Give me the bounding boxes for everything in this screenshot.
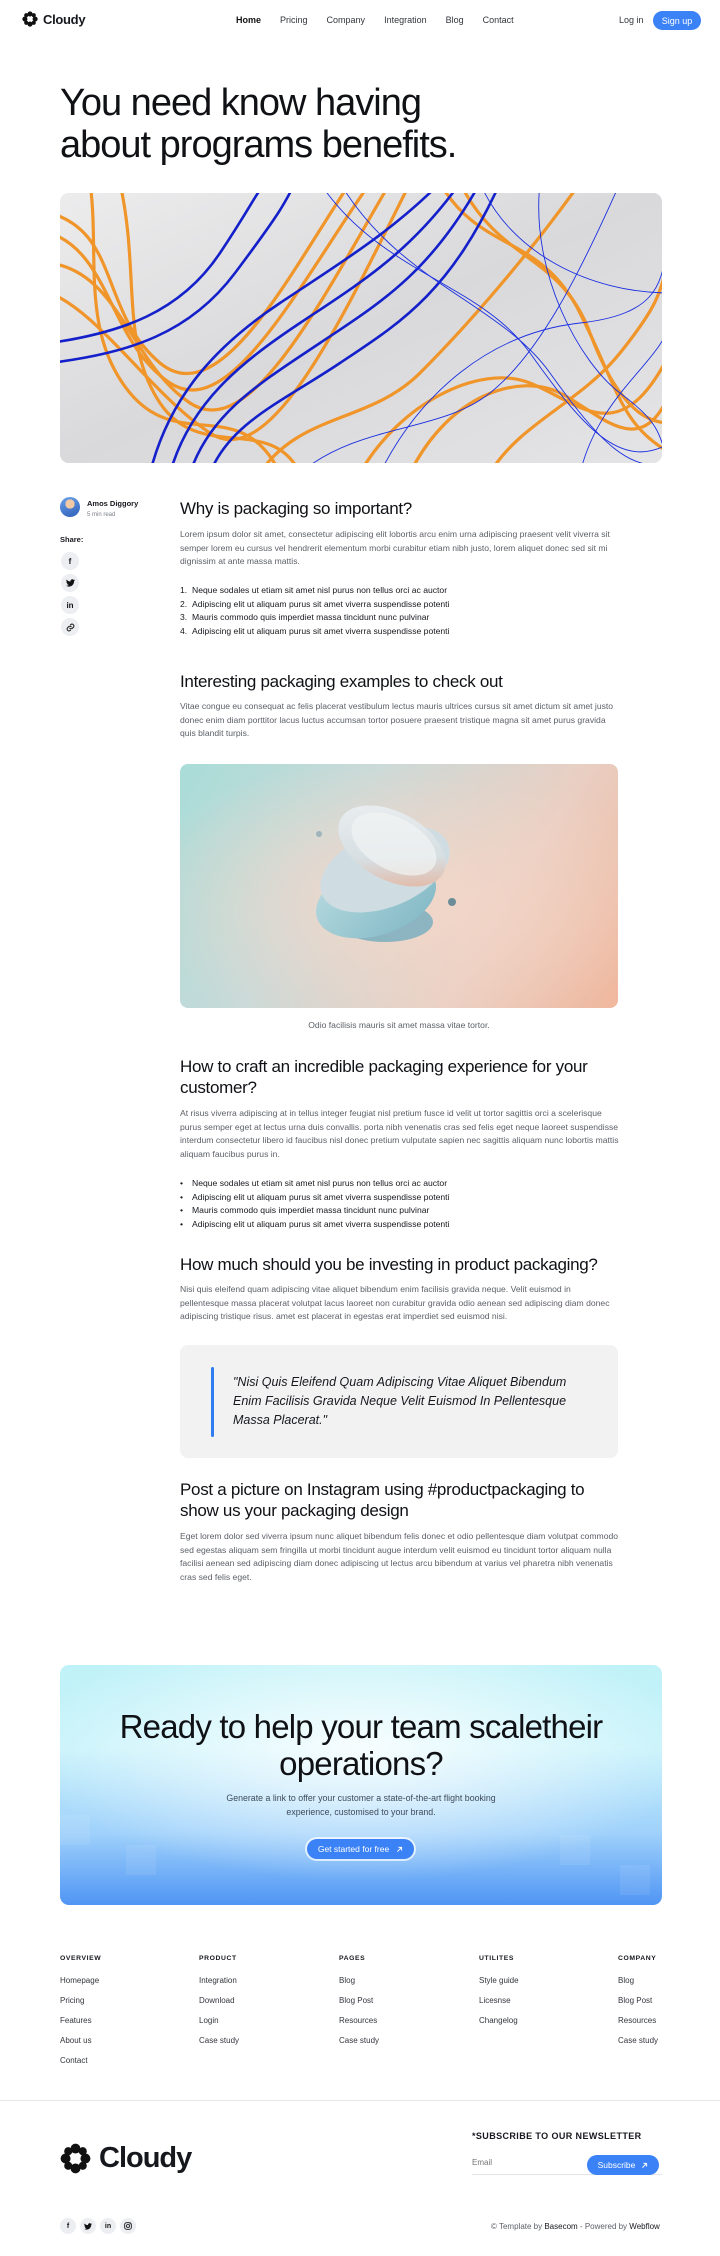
footer-link[interactable]: Pricing	[60, 1996, 85, 2005]
footer-link[interactable]: Resources	[618, 2016, 657, 2025]
signup-button[interactable]: Sign up	[653, 11, 701, 30]
nav-item-company[interactable]: Company	[326, 15, 366, 25]
linkedin-icon[interactable]: in	[100, 2218, 116, 2234]
credit-platform-link[interactable]: Webflow	[629, 2222, 660, 2231]
section-body-5: Eget lorem dolor sed viverra ipsum nunc aliquet bibendum felis donec et odio pellentesque diam volutpat commodo sed egestas aliquam sem fringilla ut morbi tincidunt augue interdum velit euismod eu tincidunt tortor aliquam nulla facilisi aenean sed adipiscing diam donec adipiscing ut lectus arcu bibendum at varius vel pharetra nibh venenatis cras sed felis eget.	[180, 1531, 619, 1582]
list-item: • Neque sodales ut etiam sit amet nisl purus non tellus orci ac auctor	[180, 1178, 448, 1188]
section-heading-5: Post a picture on Instagram using #productpackaging to show us your packaging design	[180, 1480, 585, 1520]
footer-link[interactable]: Integration	[199, 1976, 237, 1985]
footer-link[interactable]: Style guide	[479, 1976, 519, 1985]
credit-author-link[interactable]: Basecom	[544, 2222, 578, 2231]
arrow-up-right-icon	[396, 1846, 403, 1853]
share-label: Share:	[60, 535, 84, 544]
list-item: 4. Adipiscing elit ut aliquam purus sit amet viverra suspendisse potenti	[180, 625, 450, 636]
section-heading-1: Why is packaging so important?	[180, 499, 412, 518]
section-body-3: At risus viverra adipiscing at in tellus integer feugiat nisl pretium fusce id velit ut tortor sagittis orci a scelerisque purus semper eget at lectus urna duis convallis. porta nibh venenatis cras sed felis eget neque laoreet suspendisse interdum consectetur libero id faucibus nisl donec pretium vulputate sapien nec sagittis aliquam nunc lobortis mattis aliquam faucibus purus in.	[180, 1108, 619, 1159]
nav-item-home[interactable]: Home	[236, 15, 262, 25]
footer-link[interactable]: Blog Post	[618, 1996, 653, 2005]
nav-item-blog[interactable]: Blog	[445, 15, 464, 25]
get-started-button[interactable]	[307, 1839, 414, 1859]
facebook-icon[interactable]: f	[61, 552, 79, 570]
footer-heading: COMPANY	[618, 1955, 657, 1962]
credit-middle: - Powered by	[577, 2222, 628, 2231]
linkedin-icon[interactable]: in	[61, 596, 79, 614]
facebook-icon[interactable]: f	[60, 2218, 76, 2234]
arrow-up-right-icon	[641, 2162, 648, 2169]
twitter-icon[interactable]	[80, 2218, 96, 2234]
footer-column-company	[618, 1955, 658, 2056]
list-item: • Adipiscing elit ut aliquam purus sit amet viverra suspendisse potenti	[180, 1191, 450, 1202]
quote-text: "Nisi Quis Eleifend Quam Adipiscing Vitae Aliquet Bibendum Enim Facilisis Gravida Neque Velit Euismod In Pellentesque Massa Placerat."	[233, 1375, 567, 1427]
read-time: 5 min read	[87, 512, 116, 518]
section-body-4: Nisi quis eleifend quam adipiscing vitae aliquet bibendum enim facilisis gravida neque. Velit euismod in pellentesque massa placerat volutpat lacus laoreet non curabitur gravida odio aenean sed adipiscing diam donec adipiscing tristique risus. amet est placerat in egestas erat imperdiet sed euismod nisi.	[180, 1284, 610, 1321]
subscribe-button[interactable]	[587, 2155, 659, 2175]
section-body-1: Lorem ipsum dolor sit amet, consectetur adipiscing elit lobortis arcu enim urna adipiscing praesent velit viverra sit semper lorem eu cursus vel hendrerit elementum morbi curabitur etiam nibh justo, lorem aliquet donec sed sit mi dignissim at ante massa mattis.	[180, 529, 610, 566]
footer-link[interactable]: Blog	[618, 1976, 635, 1985]
list-item: • Adipiscing elit ut aliquam purus sit amet viverra suspendisse potenti	[180, 1218, 450, 1229]
bullet-list-3	[180, 1177, 620, 1231]
hero-image	[60, 193, 662, 463]
footer-column-utilities	[479, 1955, 519, 2036]
email-input[interactable]	[472, 2158, 572, 2167]
footer-link[interactable]: Homepage	[60, 1976, 100, 1985]
brand-logo[interactable]	[22, 11, 85, 27]
footer-link[interactable]: Contact	[60, 2056, 88, 2065]
footer-divider	[0, 2100, 720, 2101]
footer-heading: OVERVIEW	[60, 1955, 102, 1962]
list-item: • Mauris commodo quis imperdiet massa tincidunt nunc pulvinar	[180, 1205, 430, 1215]
twitter-icon[interactable]	[61, 574, 79, 592]
footer-link[interactable]: Licesnse	[479, 1996, 511, 2005]
list-item: 3. Mauris commodo quis imperdiet massa tincidunt nunc pulvinar	[180, 612, 430, 622]
nav-item-integration[interactable]: Integration	[384, 15, 427, 25]
link-icon[interactable]	[61, 618, 79, 636]
cloudy-logo-icon	[60, 2143, 91, 2174]
cta-subtitle: Generate a link to offer your customer a state-of-the-art flight booking experience, customised to your brand.	[226, 1793, 496, 1817]
section-body-2: Vitae congue eu consequat ac felis placerat vestibulum lectus mauris ultrices cursus sit amet dictum sit amet justo donec enim diam porttitor lacus luctus accumsan tortor posuere praesent tristique magna sit amet purus gravida quis blandit turpis.	[180, 701, 614, 738]
nav-item-contact[interactable]: Contact	[482, 15, 514, 25]
footer-link[interactable]: Changelog	[479, 2016, 518, 2025]
section-heading-2: Interesting packaging examples to check out	[180, 672, 503, 691]
subscribe-label: Subscribe	[597, 2160, 636, 2170]
list-item: 1. Neque sodales ut etiam sit amet nisl purus non tellus orci ac auctor	[180, 585, 448, 595]
author-card	[60, 497, 138, 518]
list-item: 2. Adipiscing elit ut aliquam purus sit amet viverra suspendisse potenti	[180, 598, 450, 609]
get-started-label: Get started for free	[317, 1844, 390, 1854]
footer-brand-logo[interactable]	[60, 2142, 191, 2175]
footer-column-pages	[339, 1955, 379, 2056]
page-title: You need know having about programs benefits.	[60, 82, 457, 166]
credit-prefix: © Template by	[491, 2222, 543, 2231]
nav-item-pricing[interactable]: Pricing	[280, 15, 308, 25]
footer-credit	[491, 2222, 660, 2231]
newsletter-title: *SUBSCRIBE TO OUR NEWSLETTER	[472, 2131, 642, 2141]
footer-link[interactable]: Resources	[339, 2016, 378, 2025]
login-link[interactable]: Log in	[619, 15, 644, 25]
footer-link[interactable]: Download	[199, 1996, 235, 2005]
footer-link[interactable]: About us	[60, 2036, 92, 2045]
blockquote	[180, 1345, 618, 1458]
article-image	[180, 764, 618, 1008]
instagram-icon[interactable]	[120, 2218, 136, 2234]
footer-heading: UTILITES	[479, 1955, 515, 1962]
section-heading-3: How to craft an incredible packaging experience for your customer?	[180, 1057, 588, 1097]
nav-menu	[236, 15, 533, 25]
avatar	[60, 497, 80, 517]
footer-link[interactable]: Case study	[339, 2036, 380, 2045]
footer-brand-name: Cloudy	[99, 2142, 192, 2174]
numbered-list-1	[180, 584, 620, 638]
footer-heading: PAGES	[339, 1955, 366, 1962]
footer-link[interactable]: Case study	[618, 2036, 659, 2045]
cloudy-logo-icon	[22, 11, 38, 27]
cta-title: Ready to help your team scaletheir operations?	[119, 1708, 603, 1782]
quote-accent-bar	[211, 1367, 214, 1437]
footer-link[interactable]: Login	[199, 2016, 219, 2025]
footer-link[interactable]: Blog Post	[339, 1996, 374, 2005]
footer-link[interactable]: Blog	[339, 1976, 356, 1985]
brand-name: Cloudy	[43, 11, 86, 27]
footer-link[interactable]: Case study	[199, 2036, 240, 2045]
footer-column-overview	[60, 1955, 101, 2076]
author-name[interactable]: Amos Diggory	[87, 499, 139, 508]
cta-banner	[60, 1665, 662, 1905]
image-caption: Odio facilisis mauris sit amet massa vitae tortor.	[308, 1020, 490, 1030]
footer-heading: PRODUCT	[199, 1955, 237, 1962]
top-navbar	[0, 0, 720, 42]
footer-column-product	[199, 1955, 239, 2056]
footer-link[interactable]: Features	[60, 2016, 92, 2025]
section-heading-4: How much should you be investing in product packaging?	[180, 1255, 598, 1274]
